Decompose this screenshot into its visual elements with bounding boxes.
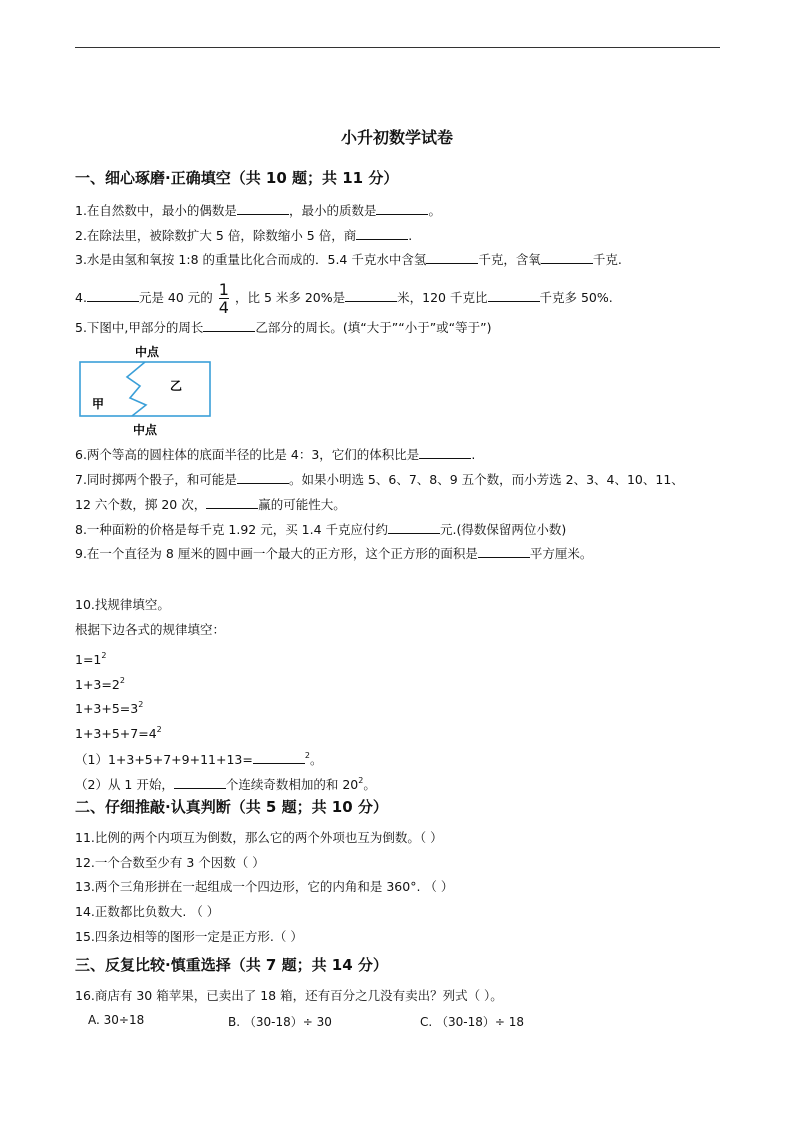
blank[interactable] bbox=[478, 546, 530, 558]
question-6: 6.两个等高的圆柱体的底面半径的比是 4：3，它们的体积比是 . bbox=[75, 447, 476, 462]
zigzag-divider bbox=[127, 362, 146, 416]
question-7-line2: 12 六个数，掷 20 次， 赢的可能性大。 bbox=[75, 497, 346, 512]
blank[interactable] bbox=[388, 522, 440, 534]
equation-1: $1=1^2$ bbox=[75, 651, 107, 667]
blank[interactable] bbox=[237, 472, 289, 484]
equation-4: $1+3+5+7=4^2$ bbox=[75, 725, 162, 741]
question-10-title: 10.找规律填空。 bbox=[75, 597, 170, 612]
question-16: 16.商店有 30 箱苹果，已卖出了 18 箱，还有百分之几没有卖出？列式（ ）。 bbox=[75, 988, 503, 1003]
page-title: 小升初数学试卷 bbox=[340, 128, 453, 147]
figure-label-top: 中点 bbox=[135, 345, 160, 359]
option-a[interactable]: A. 30÷18 bbox=[88, 1013, 145, 1027]
option-b[interactable]: B. （30-18）÷ 30 bbox=[228, 1015, 332, 1029]
question-10-instruction: 根据下边各式的规律填空： bbox=[75, 622, 226, 637]
section-3-heading: 三、反复比较·慎重选择（共 7 题；共 14 分） bbox=[75, 956, 388, 974]
equation-2: $1+3=2^2$ bbox=[75, 676, 125, 692]
question-1: 1.在自然数中，最小的偶数是 ，最小的质数是 。 bbox=[75, 203, 441, 218]
question-4: 4. 元是 40 元的 $\frac{1}{4}$ ，比 5 米多 20%是 米，120 千克比 千克多 50%. bbox=[75, 280, 613, 317]
equation-3: $1+3+5=3^2$ bbox=[75, 700, 144, 716]
question-13: 13.两个三角形拼在一起组成一个四边形，它的内角和是 360°. （ ） bbox=[75, 879, 454, 894]
question-5: 5.下图中,甲部分的周长 乙部分的周长。(填“大于”“小于”或“等于”) bbox=[75, 320, 492, 335]
blank[interactable] bbox=[206, 497, 258, 509]
question-15: 15.四条边相等的图形一定是正方形.（ ） bbox=[75, 929, 303, 944]
figure-label-bottom: 中点 bbox=[133, 423, 158, 437]
question-11: 11.比例的两个内项互为倒数，那么它的两个外项也互为倒数。（ ） bbox=[75, 830, 443, 845]
question-7-line1: 7.同时掷两个骰子，和可能是 。如果小明选 5、6、7、8、9 五个数，而小芳选 2、3、4、10、11、 bbox=[75, 472, 684, 487]
question-8: 8.一种面粉的价格是每千克 1.92 元，买 1.4 千克应付约 元.(得数保留两位小数) bbox=[75, 522, 567, 537]
fraction-one-quarter: $\frac{1}{4}$ bbox=[218, 280, 229, 317]
blank[interactable] bbox=[174, 777, 226, 789]
question-2: 2.在除法里，被除数扩大 5 倍，除数缩小 5 倍，商 . bbox=[75, 228, 413, 243]
blank[interactable] bbox=[253, 752, 305, 764]
blank[interactable] bbox=[419, 447, 471, 459]
question-10-part-2: （2）从 1 开始， 个连续奇数相加的和 $20^2$。 bbox=[75, 776, 376, 792]
question-14: 14.正数都比负数大. （ ） bbox=[75, 904, 220, 919]
question-10-part-1: （1）1+3+5+7+9+11+13= $^2$。 bbox=[75, 751, 323, 767]
option-c[interactable]: C. （30-18）÷ 18 bbox=[420, 1015, 525, 1029]
question-9: 9.在一个直径为 8 厘米的圆中画一个最大的正方形，这个正方形的面积是 平方厘米。 bbox=[75, 546, 593, 561]
figure-label-jia: 甲 bbox=[92, 397, 105, 411]
figure-label-yi: 乙 bbox=[170, 379, 183, 393]
section-2-heading: 二、仔细推敲·认真判断（共 5 题；共 10 分） bbox=[75, 798, 388, 816]
section-1-heading: 一、细心琢磨·正确填空（共 10 题；共 11 分） bbox=[75, 169, 399, 187]
question-12: 12.一个合数至少有 3 个因数（ ） bbox=[75, 855, 265, 870]
question-3: 3.水是由氢和氧按 1:8 的重量比化合而成的．5.4 千克水中含氢 千克，含氧 千克. bbox=[75, 252, 622, 267]
